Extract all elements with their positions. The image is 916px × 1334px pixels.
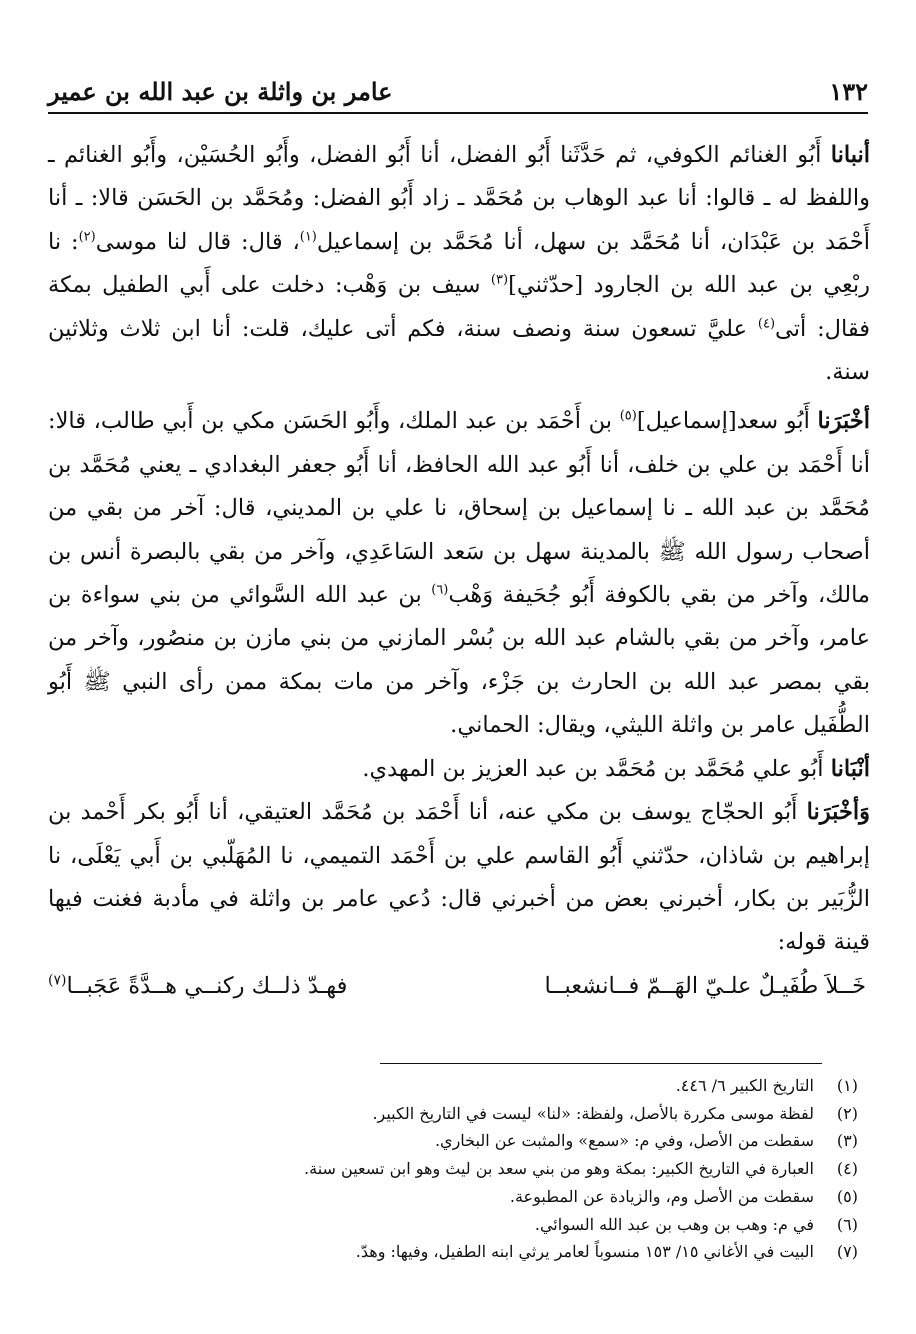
header-rule bbox=[48, 112, 868, 114]
main-text bbox=[48, 134, 870, 1008]
footnote-ref[interactable]: (٦) bbox=[431, 582, 449, 598]
footnote-ref[interactable]: (١) bbox=[299, 229, 317, 245]
paragraph-lead: أنبانا bbox=[830, 142, 870, 168]
footnote-number: (٧) bbox=[836, 1242, 858, 1262]
footnote-text: سقطت من الأصل وم، والزيادة عن المطبوعة. bbox=[509, 1186, 814, 1206]
paragraph-4 bbox=[48, 791, 870, 965]
footnote-ref[interactable]: (٥) bbox=[619, 408, 637, 424]
footnote-ref[interactable]: (٢) bbox=[78, 229, 96, 245]
footnotes bbox=[48, 1072, 870, 1266]
paragraph-text: بن أَحْمَد بن عبد الملك، وأَبُو الحَسَن مكي بن أَبي طالب، قالا: أنا أَحْمَد بن علي بن خلف، أنا أَبُو عبد الله الحافظ، أنا أَبُو جعفر البغدادي ـ يعني مُحَمَّد بن مُحَمَّد بن عبد الله ـ نا إسماعيل بن إسحاق، نا علي بن المديني، قال: آخر من بقي من أصحاب رسول الله ﷺ بالمدينة سهل بن سَعد السَاعَدِي، وآخر من بقي بالبصرة أنس بن مالك، وآخر من بقي بالكوفة أَبُو جُحَيفة وَهْب bbox=[48, 408, 870, 609]
footnote-text: التاريخ الكبير ٦/ ٤٤٦. bbox=[675, 1076, 814, 1095]
footnote-item bbox=[48, 1155, 870, 1183]
poem-verse bbox=[48, 965, 870, 1008]
paragraph-2 bbox=[48, 400, 870, 747]
paragraph-text: عليَّ تسعون سنة ونصف سنة، فكم أتى عليك، قلت: أنا ابن ثلاث وثلاثين سنة. bbox=[48, 315, 870, 386]
footnote-number: (٥) bbox=[836, 1186, 858, 1206]
footnote-separator bbox=[380, 1063, 822, 1064]
footnote-text: سقطت من الأصل، وفي م: «سمع» والمثبت عن البخاري. bbox=[434, 1131, 814, 1151]
paragraph-text: أَبُو سعد[إسماعيل] bbox=[636, 408, 818, 435]
footnote-number: (٦) bbox=[836, 1214, 858, 1234]
footnote-number: (١) bbox=[836, 1076, 858, 1095]
footnote-item bbox=[48, 1100, 870, 1128]
verse-second-hemistich bbox=[48, 965, 347, 1008]
footnote-ref[interactable]: (٧) bbox=[48, 972, 67, 989]
paragraph-text: أَبُو علي مُحَمَّد بن مُحَمَّد بن عبد العزيز بن المهدي. bbox=[362, 755, 831, 782]
verse-first-hemistich: خَــلاَ طُفَيـلٌ علـيّ الهَــمّ فــانشعبــا bbox=[544, 972, 866, 999]
footnote-item bbox=[48, 1127, 870, 1155]
footnote-item bbox=[48, 1211, 870, 1239]
footnote-item bbox=[48, 1183, 870, 1211]
paragraph-lead: أنْبَانا bbox=[830, 755, 870, 782]
footnote-number: (٣) bbox=[836, 1131, 858, 1151]
paragraph-text: أَبُو الحجّاج يوسف بن مكي عنه، أنا أَحْمَد بن مُحَمَّد العتيقي، أنا أَبُو بكر أَحْمد بن إبراهيم بن شاذان، حدّثني أَبُو القاسم علي بن أَحْمَد التميمي، نا المُهَلّبي بن أَبي يَعْلَى، نا الزُّبَير بن بكار، أخبرني بعض من أخبرني قال: دُعي عامر بن واثلة في مأدبة فغنت فيها قينة قوله: bbox=[48, 799, 870, 956]
page-number: ١٣٢ bbox=[829, 77, 868, 106]
paragraph-text: ، قال: قال لنا موسى bbox=[95, 228, 300, 255]
page-header bbox=[48, 72, 868, 106]
paragraph-lead: أخْبَرَنا bbox=[817, 408, 870, 435]
footnote-text: في م: وهب بن وهب بن عبد الله السوائي. bbox=[534, 1214, 814, 1234]
paragraph-3 bbox=[48, 748, 870, 791]
paragraph-text: : نا ربْعِي بن عبد الله بن الجارود [حدّثني] bbox=[48, 228, 871, 299]
paragraph-lead: وَأخْبَرَنا bbox=[806, 799, 870, 826]
footnote-item bbox=[48, 1072, 870, 1100]
footnote-text: البيت في الأغاني ١٥/ ١٥٣ منسوباً لعامر يرثي ابنه الطفيل، وفيها: وهدّ. bbox=[355, 1242, 814, 1262]
footnote-number: (٤) bbox=[836, 1159, 858, 1179]
running-title: عامر بن واثلة بن عبد الله بن عمير bbox=[48, 77, 393, 106]
footnote-ref[interactable]: (٤) bbox=[757, 316, 776, 332]
verse-second-text: فهـدّ ذلــك ركنــي هــدَّةً عَجَبــا bbox=[66, 972, 348, 999]
paragraph-1 bbox=[48, 134, 870, 394]
footnote-number: (٢) bbox=[836, 1103, 858, 1123]
footnote-text: العبارة في التاريخ الكبير: بمكة وهو من بني سعد بن ليث وهو ابن تسعين سنة. bbox=[304, 1159, 814, 1179]
paragraph-text: أَبُو الغنائم الكوفي، ثم حَدَّثَنا أَبُو الفضل، أنا أَبُو الفضل، وأَبُو الحُسَيْن، وأَبُو الغنائم ـ واللفظ له ـ قالوا: أنا عبد الوهاب بن مُحَمَّد ـ زاد أَبُو الفضل: ومُحَمَّد بن الحَسَن قالا: ـ أنا أَحْمَد بن عَبْدَان، أنا مُحَمَّد بن سهل، أنا مُحَمَّد بن إسماعيل bbox=[48, 142, 871, 255]
paragraph-text: بن عبد الله السَّوائي من بني سواءة بن عامر، وآخر من بقي بالشام عبد الله بن بُسْر المازني من بني مازن بن منصُور، وآخر من بقي بمصر عبد الله بن الحارث بن جَزْء، وآخر من مات بمكة ممن رأى النبي ﷺ أَبُو الطُّفَيل عامر بن واثلة الليثي، ويقال: الحماني. bbox=[48, 582, 870, 739]
paragraph-text: سيف بن وَهْب: دخلت على أَبي الطفيل بمكة فقال: أتى bbox=[48, 272, 871, 342]
footnote-ref[interactable]: (٣) bbox=[490, 272, 509, 288]
footnote-item bbox=[48, 1238, 870, 1266]
footnote-text: لفظة موسى مكررة بالأصل، ولفظة: «لنا» ليست في التاريخ الكبير. bbox=[372, 1103, 814, 1123]
